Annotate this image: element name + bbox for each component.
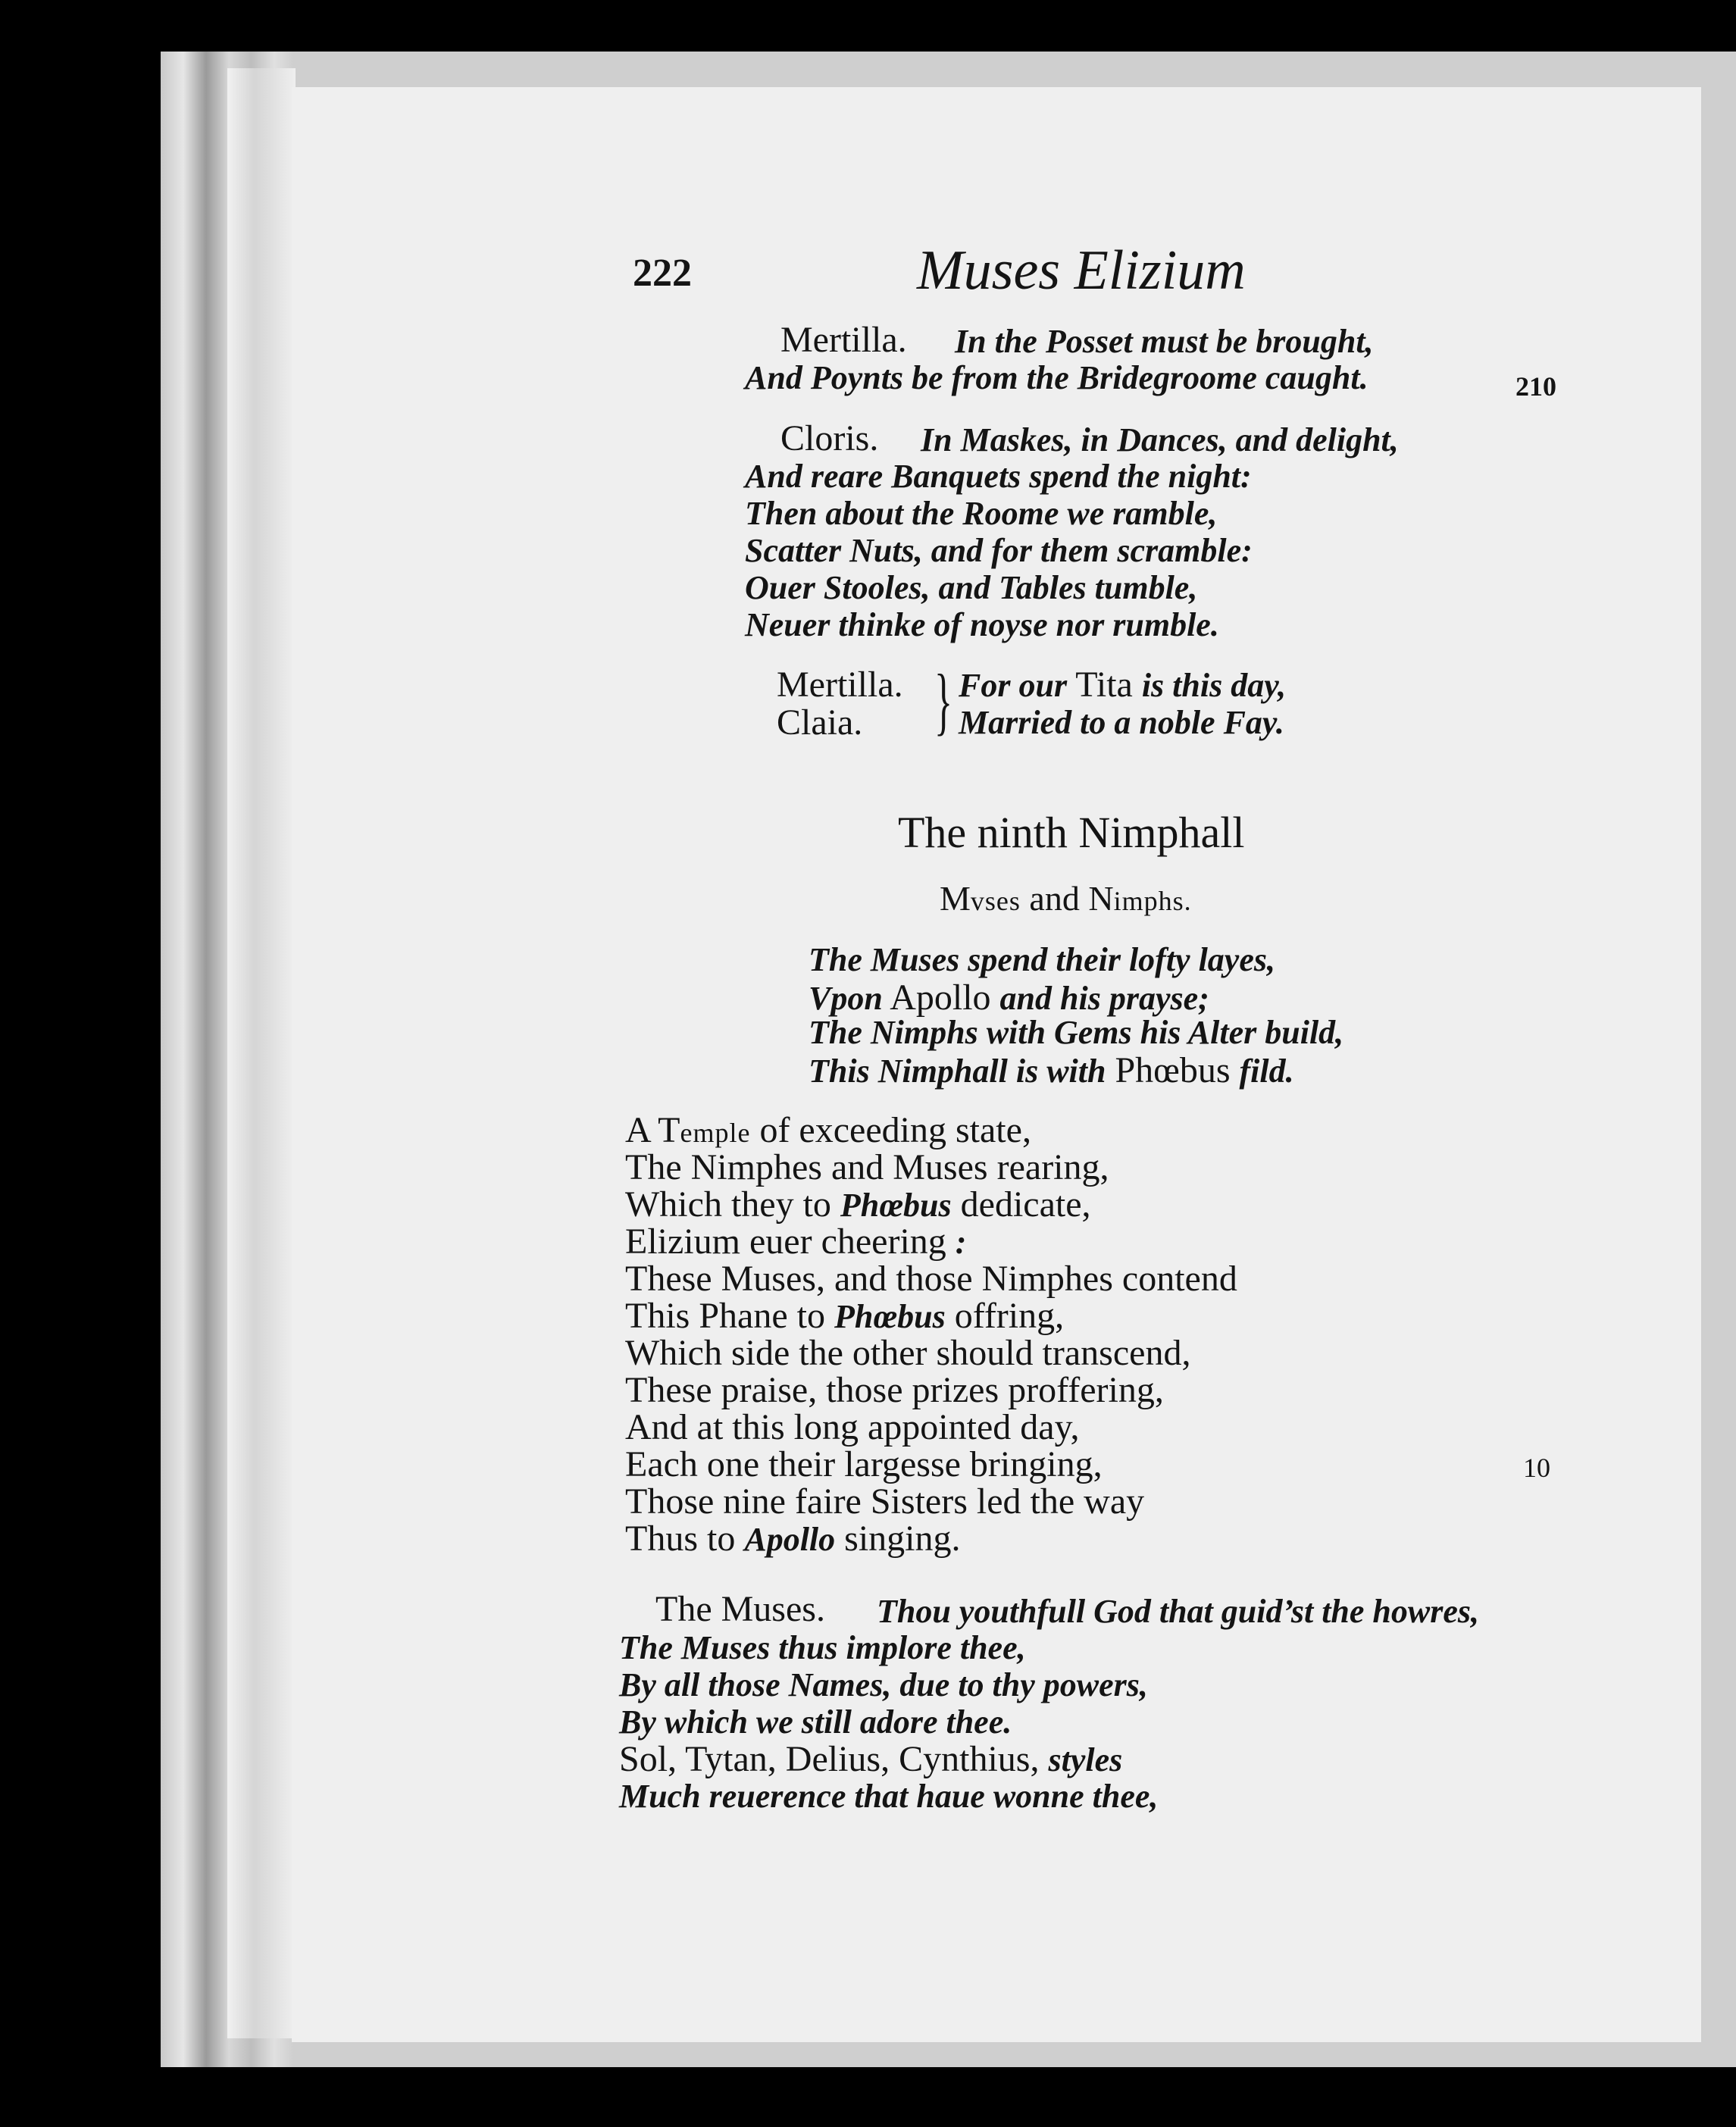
verse-fragment: Apollo (890, 977, 991, 1018)
verse-line: Then about the Roome we ramble, (745, 495, 1218, 532)
verse-fragment: This Nimphall is with (809, 1053, 1106, 1090)
verse-line: Ouer Stooles, and Tables tumble, (745, 569, 1198, 606)
verse-fragment: Phœbus (1115, 1050, 1231, 1090)
speaker-mertilla: Mertilla. (777, 665, 903, 705)
verse-fragment: styles (1048, 1741, 1123, 1778)
poem-line: Those nine faire Sisters led the way (625, 1481, 1145, 1522)
verse-fragment: Phœbus (840, 1187, 952, 1224)
verse-fragment: Which they to (625, 1184, 831, 1225)
section-title: The ninth Nimphall (898, 808, 1245, 857)
speaker-cloris: Cloris. (780, 418, 879, 458)
verse-line: And Poynts be from the Bridegroome caught. (745, 359, 1368, 396)
subtitle-fragment: vses (970, 886, 1021, 916)
argument-line: The Muses spend their lofty layes, (809, 941, 1275, 978)
argument-line: The Nimphs with Gems his Alter build, (809, 1014, 1344, 1051)
verse-fragment: This Phane to (625, 1296, 825, 1336)
verse-fragment: For our (959, 667, 1068, 704)
section-subtitle (940, 881, 1192, 916)
verse-fragment: Vpon (809, 980, 883, 1017)
verse-fragment: Elizium euer cheering (625, 1221, 946, 1262)
speaker-mertilla: Mertilla. (780, 320, 907, 360)
subtitle-fragment: M (940, 879, 971, 918)
poem-line: And at this long appointed day, (625, 1407, 1080, 1447)
verse-fragment: and his prayse; (999, 980, 1209, 1017)
song-line: By which we still adore thee. (619, 1703, 1012, 1741)
song-line: Thou youthfull God that guid’st the howres, (877, 1593, 1480, 1630)
verse-fragment: Sol, Tytan, Delius, Cynthius, (619, 1739, 1040, 1779)
verse-fragment: is this day, (1141, 667, 1287, 704)
song-line: By all those Names, due to thy powers, (619, 1666, 1148, 1703)
verse-fragment: Tita (1075, 665, 1133, 705)
poem-line: These praise, those prizes proffering, (625, 1370, 1164, 1410)
verse-fragment: A T (625, 1110, 680, 1150)
margin-line-number: 210 (1515, 371, 1556, 402)
page-number: 222 (633, 252, 692, 295)
verse-line: Neuer thinke of noyse nor rumble. (745, 606, 1219, 643)
speaker-the-muses: The Muses. (655, 1589, 825, 1629)
verse-fragment: Phœbus (834, 1298, 946, 1335)
subtitle-fragment: and (1029, 879, 1080, 918)
song-line: Much reuerence that haue wonne thee, (619, 1778, 1159, 1815)
verse-fragment: offring, (954, 1296, 1065, 1336)
chorus-line: Married to a noble Fay. (959, 704, 1284, 741)
poem-line (625, 1184, 1091, 1225)
margin-line-number: 10 (1523, 1453, 1550, 1483)
poem-line: The Nimphes and Muses rearing, (625, 1147, 1109, 1187)
poem-line (625, 1298, 1064, 1334)
verse-fragment: fild. (1239, 1053, 1294, 1090)
poem-line (625, 1221, 967, 1262)
song-line: The Muses thus implore thee, (619, 1629, 1026, 1666)
poem-line (625, 1112, 1031, 1149)
poem-line: Each one their largesse bringing, (625, 1444, 1103, 1484)
verse-line: In the Posset must be brought, (955, 323, 1374, 360)
chorus-line (959, 667, 1286, 703)
verse-fragment: : (955, 1224, 967, 1261)
poem-line: These Muses, and those Nimphes contend (625, 1259, 1237, 1299)
speaker-claia: Claia. (777, 702, 863, 743)
running-title: Muses Elizium (917, 239, 1246, 302)
book-page-edge-highlight (227, 68, 296, 2038)
argument-line (809, 977, 1209, 1018)
brace: } (934, 658, 952, 743)
subtitle-fragment: N (1088, 879, 1114, 918)
verse-fragment: Apollo (744, 1521, 836, 1558)
verse-fragment: emple (680, 1118, 751, 1148)
subtitle-fragment: imphs. (1113, 886, 1192, 916)
verse-fragment: singing. (844, 1519, 961, 1559)
verse-fragment: dedicate, (960, 1184, 1091, 1225)
book-page (292, 87, 1701, 2042)
song-line (619, 1741, 1122, 1778)
poem-line (625, 1521, 961, 1557)
verse-fragment: Thus to (625, 1519, 736, 1559)
verse-line: And reare Banquets spend the night: (745, 458, 1252, 495)
poem-line: Which side the other should transcend, (625, 1333, 1191, 1373)
verse-fragment: of exceeding state, (759, 1110, 1031, 1150)
verse-line: Scatter Nuts, and for them scramble: (745, 532, 1253, 569)
verse-line: In Maskes, in Dances, and delight, (921, 421, 1399, 458)
argument-line (809, 1050, 1294, 1090)
